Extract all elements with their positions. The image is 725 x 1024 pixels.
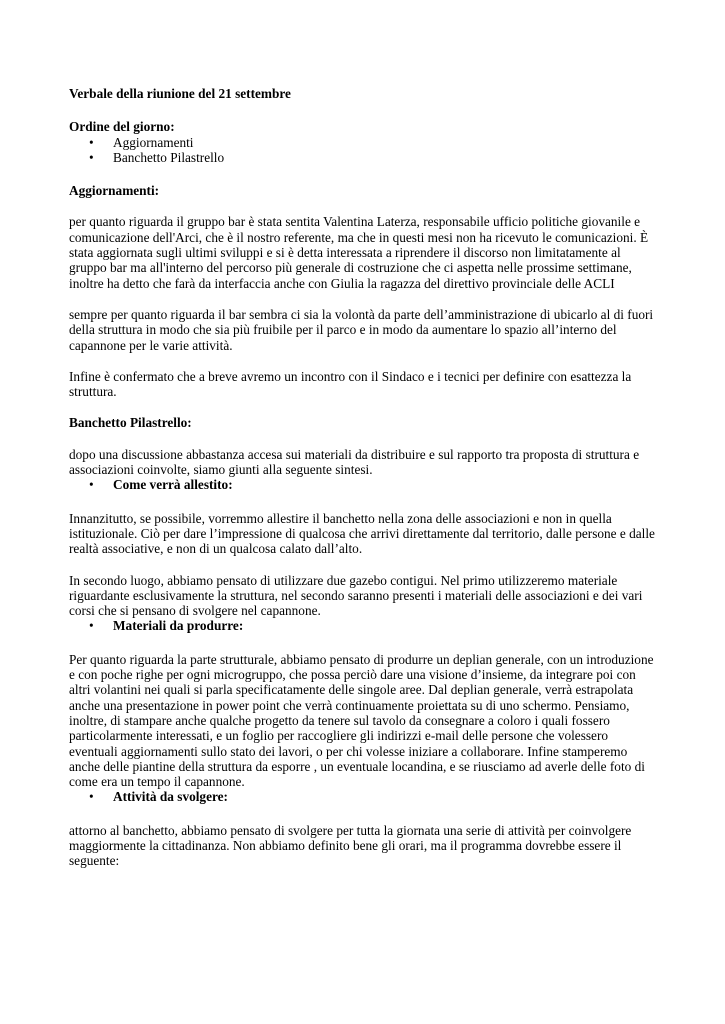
bullet-icon: • (89, 149, 94, 165)
bullet-icon: • (89, 134, 94, 150)
agenda-heading: Ordine del giorno: (69, 119, 175, 135)
materiali-paragraph: Per quanto riguarda la parte strutturale, abbiamo pensato di produrre un deplian generale, con un introduzione e con poche righe per ogni microgruppo, che possa perciò dare una visione d’insieme, da integrare poi con altri volantini nei quali si parla specificatamente delle singole aree. Dal deplian generale, verrà estrapolata anche una presentazione in power point che verrà continuamente proiettata su di uno schermo. Pensiamo, inoltre, di stampare anche qualche progetto da tenere sul tavolo da consegnare a coloro i quali fossero particolarmente interessati, e un foglio per raccogliere gli indirizzi e-mail delle persone che volessero eventuali aggiornamenti sullo stato dei lavori, o per chi volesse iniziare a collaborare. Infine stamperemo anche delle piantine della struttura da esporre , un eventuale locandina, e se riusciamo ad averle delle foto di come era un tempo il capannone. (69, 651, 654, 790)
section-title-item (69, 477, 660, 492)
allestimento-paragraph: In secondo luogo, abbiamo pensato di utilizzare due gazebo contigui. Nel primo utilizzeremo materiale riguardante esclusivamente la struttura, nel secondo saranno presenti i materiali delle associazioni e dei vari corsi che si pensano di svolgere nel capannone. (69, 572, 643, 619)
updates-paragraph: Infine è confermato che a breve avremo un incontro con il Sindaco e i tecnici per definire con esattezza la struttura. (69, 368, 632, 400)
banchetto-intro: dopo una discussione abbastanza accesa sui materiali da distribuire e sul rapporto tra proposta di struttura e associazioni coinvolte, siamo giunti alla seguente sintesi. (69, 446, 640, 478)
agenda-item-label: Banchetto Pilastrello (113, 149, 225, 165)
allestimento-paragraph: Innanzitutto, se possibile, vorremmo allestire il banchetto nella zona delle associazioni e non in quella istituzionale. Ciò per dare l’impressione di qualcosa che arrivi direttamente dal territorio, dalle persone e dalle realtà associative, e non di un qualcosa calato dall’alto. (69, 510, 655, 557)
document-body (69, 86, 660, 869)
updates-paragraph: per quanto riguarda il gruppo bar è stata sentita Valentina Laterza, responsabile ufficio politiche giovanile e comunicazione dell'Arci, che è il nostro referente, ma che in questi mesi non ha ricevuto le comunicazioni. È stata aggiornata sugli ultimi sviluppi e si è detta interessata a riprendere il discorso non limitatamente al gruppo bar ma all'interno del percorso più generale di costruzione che ci aspetta nelle prossime settimane, inoltre ha detto che farà da interfaccia anche con Giulia la ragazza del direttivo provinciale delle ACLI (69, 214, 649, 291)
attivita-paragraph: attorno al banchetto, abbiamo pensato di svolgere per tutta la giornata una serie di attività per coinvolgere maggiormente la cittadinanza. Non abbiamo definito bene gli orari, ma il programma dovrebbe essere il seguente: (69, 822, 632, 869)
section-allestimento-title: Come verrà allestito: (113, 477, 233, 493)
document-title: Verbale della riunione del 21 settembre (69, 86, 291, 101)
bullet-icon: • (89, 789, 94, 805)
section-attivita-title-list (69, 789, 660, 804)
section-title-item (69, 618, 660, 633)
section-attivita-title: Attività da svolgere: (113, 789, 228, 805)
agenda-item (69, 135, 660, 150)
banchetto-heading: Banchetto Pilastrello: (69, 415, 192, 431)
agenda-item-label: Aggiornamenti (113, 134, 194, 150)
agenda-list (69, 135, 660, 166)
updates-paragraph: sempre per quanto riguarda il bar sembra ci sia la volontà da parte dell’amministrazione di ubicarlo al di fuori della struttura in modo che sia più fruibile per il parco e in modo da aumentare lo spazio all’interno del capannone per le varie attività. (69, 306, 654, 353)
section-title-item (69, 789, 660, 804)
agenda-item (69, 150, 660, 165)
section-allestimento-title-list (69, 477, 660, 492)
bullet-icon: • (89, 477, 94, 493)
section-materiali-title-list (69, 618, 660, 633)
updates-heading: Aggiornamenti: (69, 183, 160, 199)
section-materiali-title: Materiali da produrre: (113, 618, 244, 634)
bullet-icon: • (89, 618, 94, 634)
